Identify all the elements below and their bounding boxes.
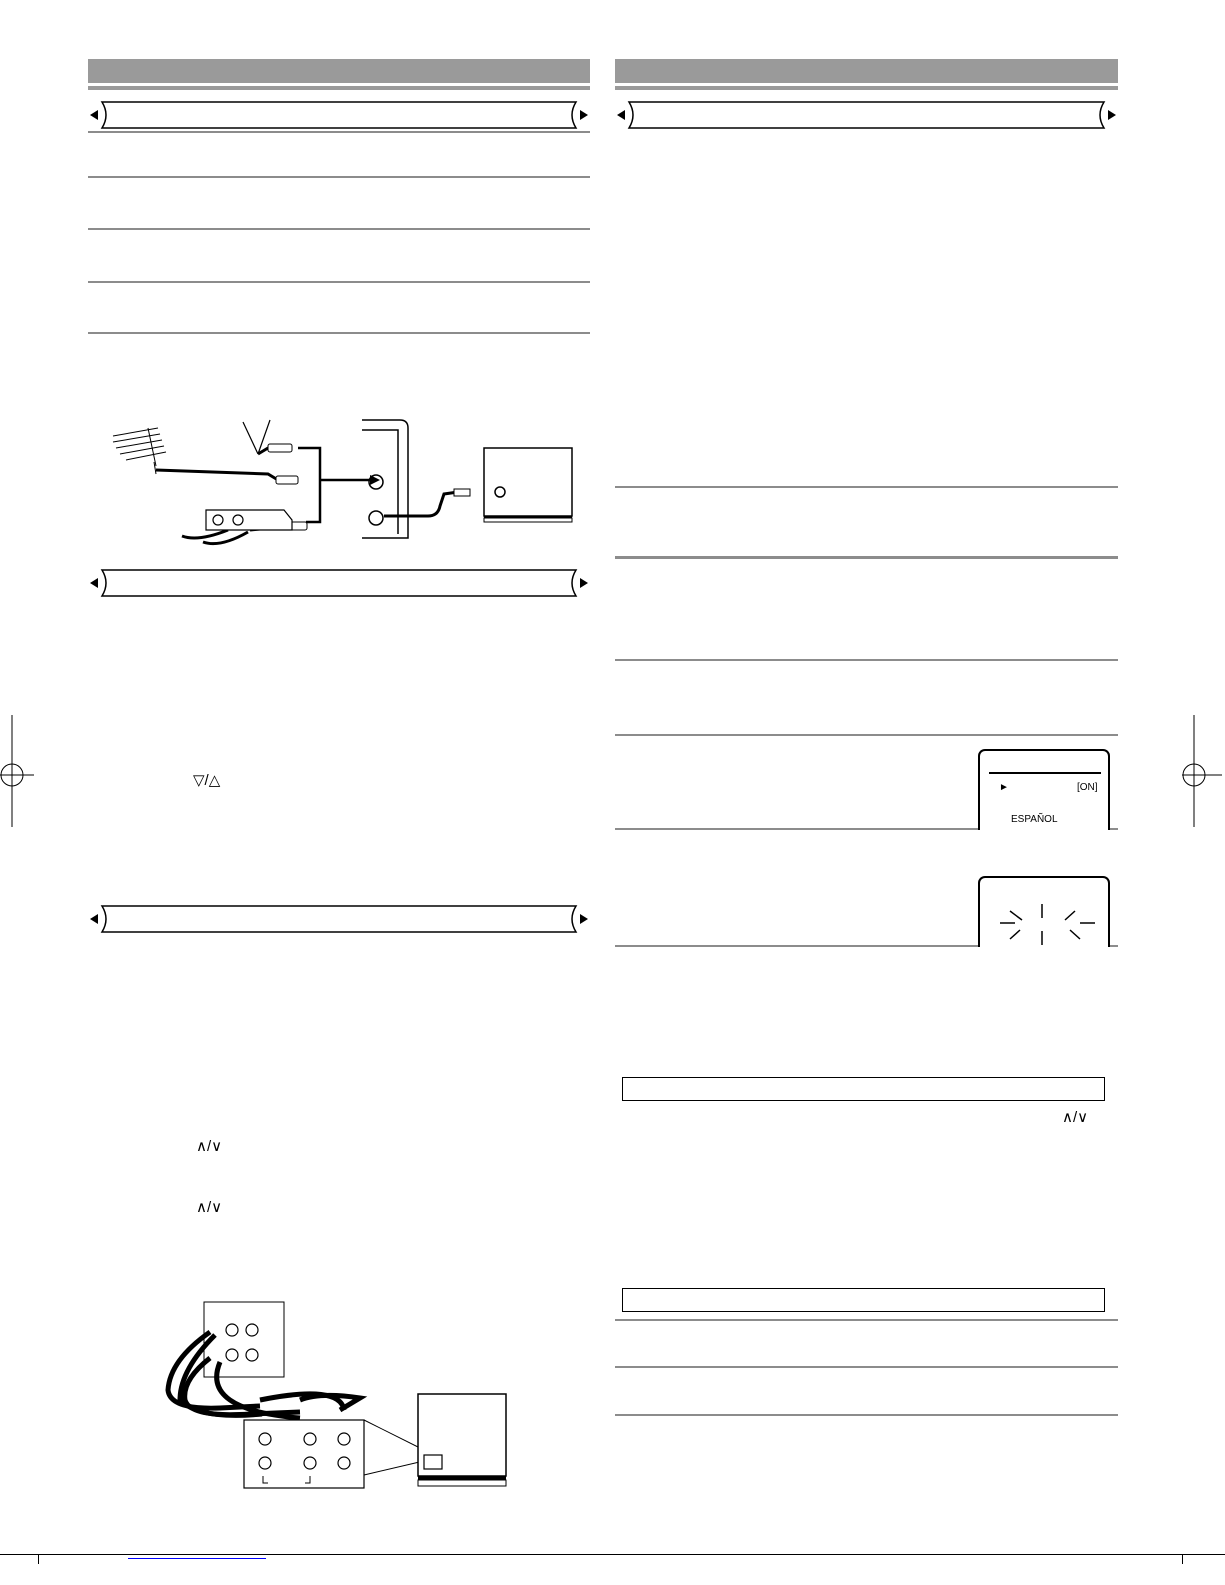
osd-cursor: ► (999, 782, 1009, 793)
flashing-clock-icon (980, 878, 1108, 947)
osd-on-value: [ON] (1077, 782, 1098, 793)
right-rule-3 (615, 659, 1118, 661)
left-rule-5 (88, 332, 590, 334)
down-up-triangle-icon: ▽/△ (193, 772, 221, 789)
left-section-banner (88, 59, 590, 83)
crosshair-icon (0, 715, 36, 835)
left-banner-underline (88, 86, 590, 90)
right-rule-2 (615, 556, 1118, 559)
right-section-banner (615, 59, 1118, 83)
left-rule-2 (88, 176, 590, 178)
right-rule-4 (615, 734, 1118, 736)
left-subsection-header-2 (88, 568, 590, 598)
osd-divider (989, 772, 1101, 774)
footer-tick (1182, 1554, 1183, 1564)
note-box-1 (622, 1077, 1105, 1101)
left-rule-4 (88, 281, 590, 283)
left-subsection-header-1 (88, 100, 590, 130)
right-subsection-header-1 (615, 100, 1118, 130)
crosshair-icon (1182, 715, 1222, 835)
up-down-caret-icon: ∧/∨ (196, 1199, 223, 1216)
up-down-caret-icon: ∧/∨ (1062, 1109, 1089, 1126)
left-rule-1 (88, 131, 590, 133)
right-rule-7 (615, 1319, 1118, 1321)
left-subsection-header-3 (88, 904, 590, 934)
right-rule-1 (615, 486, 1118, 488)
note-box-2 (622, 1288, 1105, 1312)
antenna-icon (113, 428, 166, 474)
setup-menu-osd (978, 749, 1110, 830)
footer-trim-line (0, 1554, 1225, 1555)
tv-icon (484, 448, 572, 522)
footer-link-underline (128, 1558, 266, 1559)
left-rule-3 (88, 228, 590, 230)
footer-tick (38, 1554, 39, 1564)
antenna-hookup-diagram (108, 418, 588, 558)
right-rule-8 (615, 1366, 1118, 1368)
osd-language-option: ESPAÑOL (1011, 814, 1058, 825)
vcr-icon (362, 420, 408, 538)
up-down-caret-icon: ∧/∨ (196, 1138, 223, 1155)
right-banner-underline (615, 86, 1118, 90)
av-hookup-diagram (160, 1300, 510, 1495)
flashing-clock-osd (978, 876, 1110, 947)
right-rule-9 (615, 1414, 1118, 1416)
cable-box-icon (206, 510, 292, 530)
